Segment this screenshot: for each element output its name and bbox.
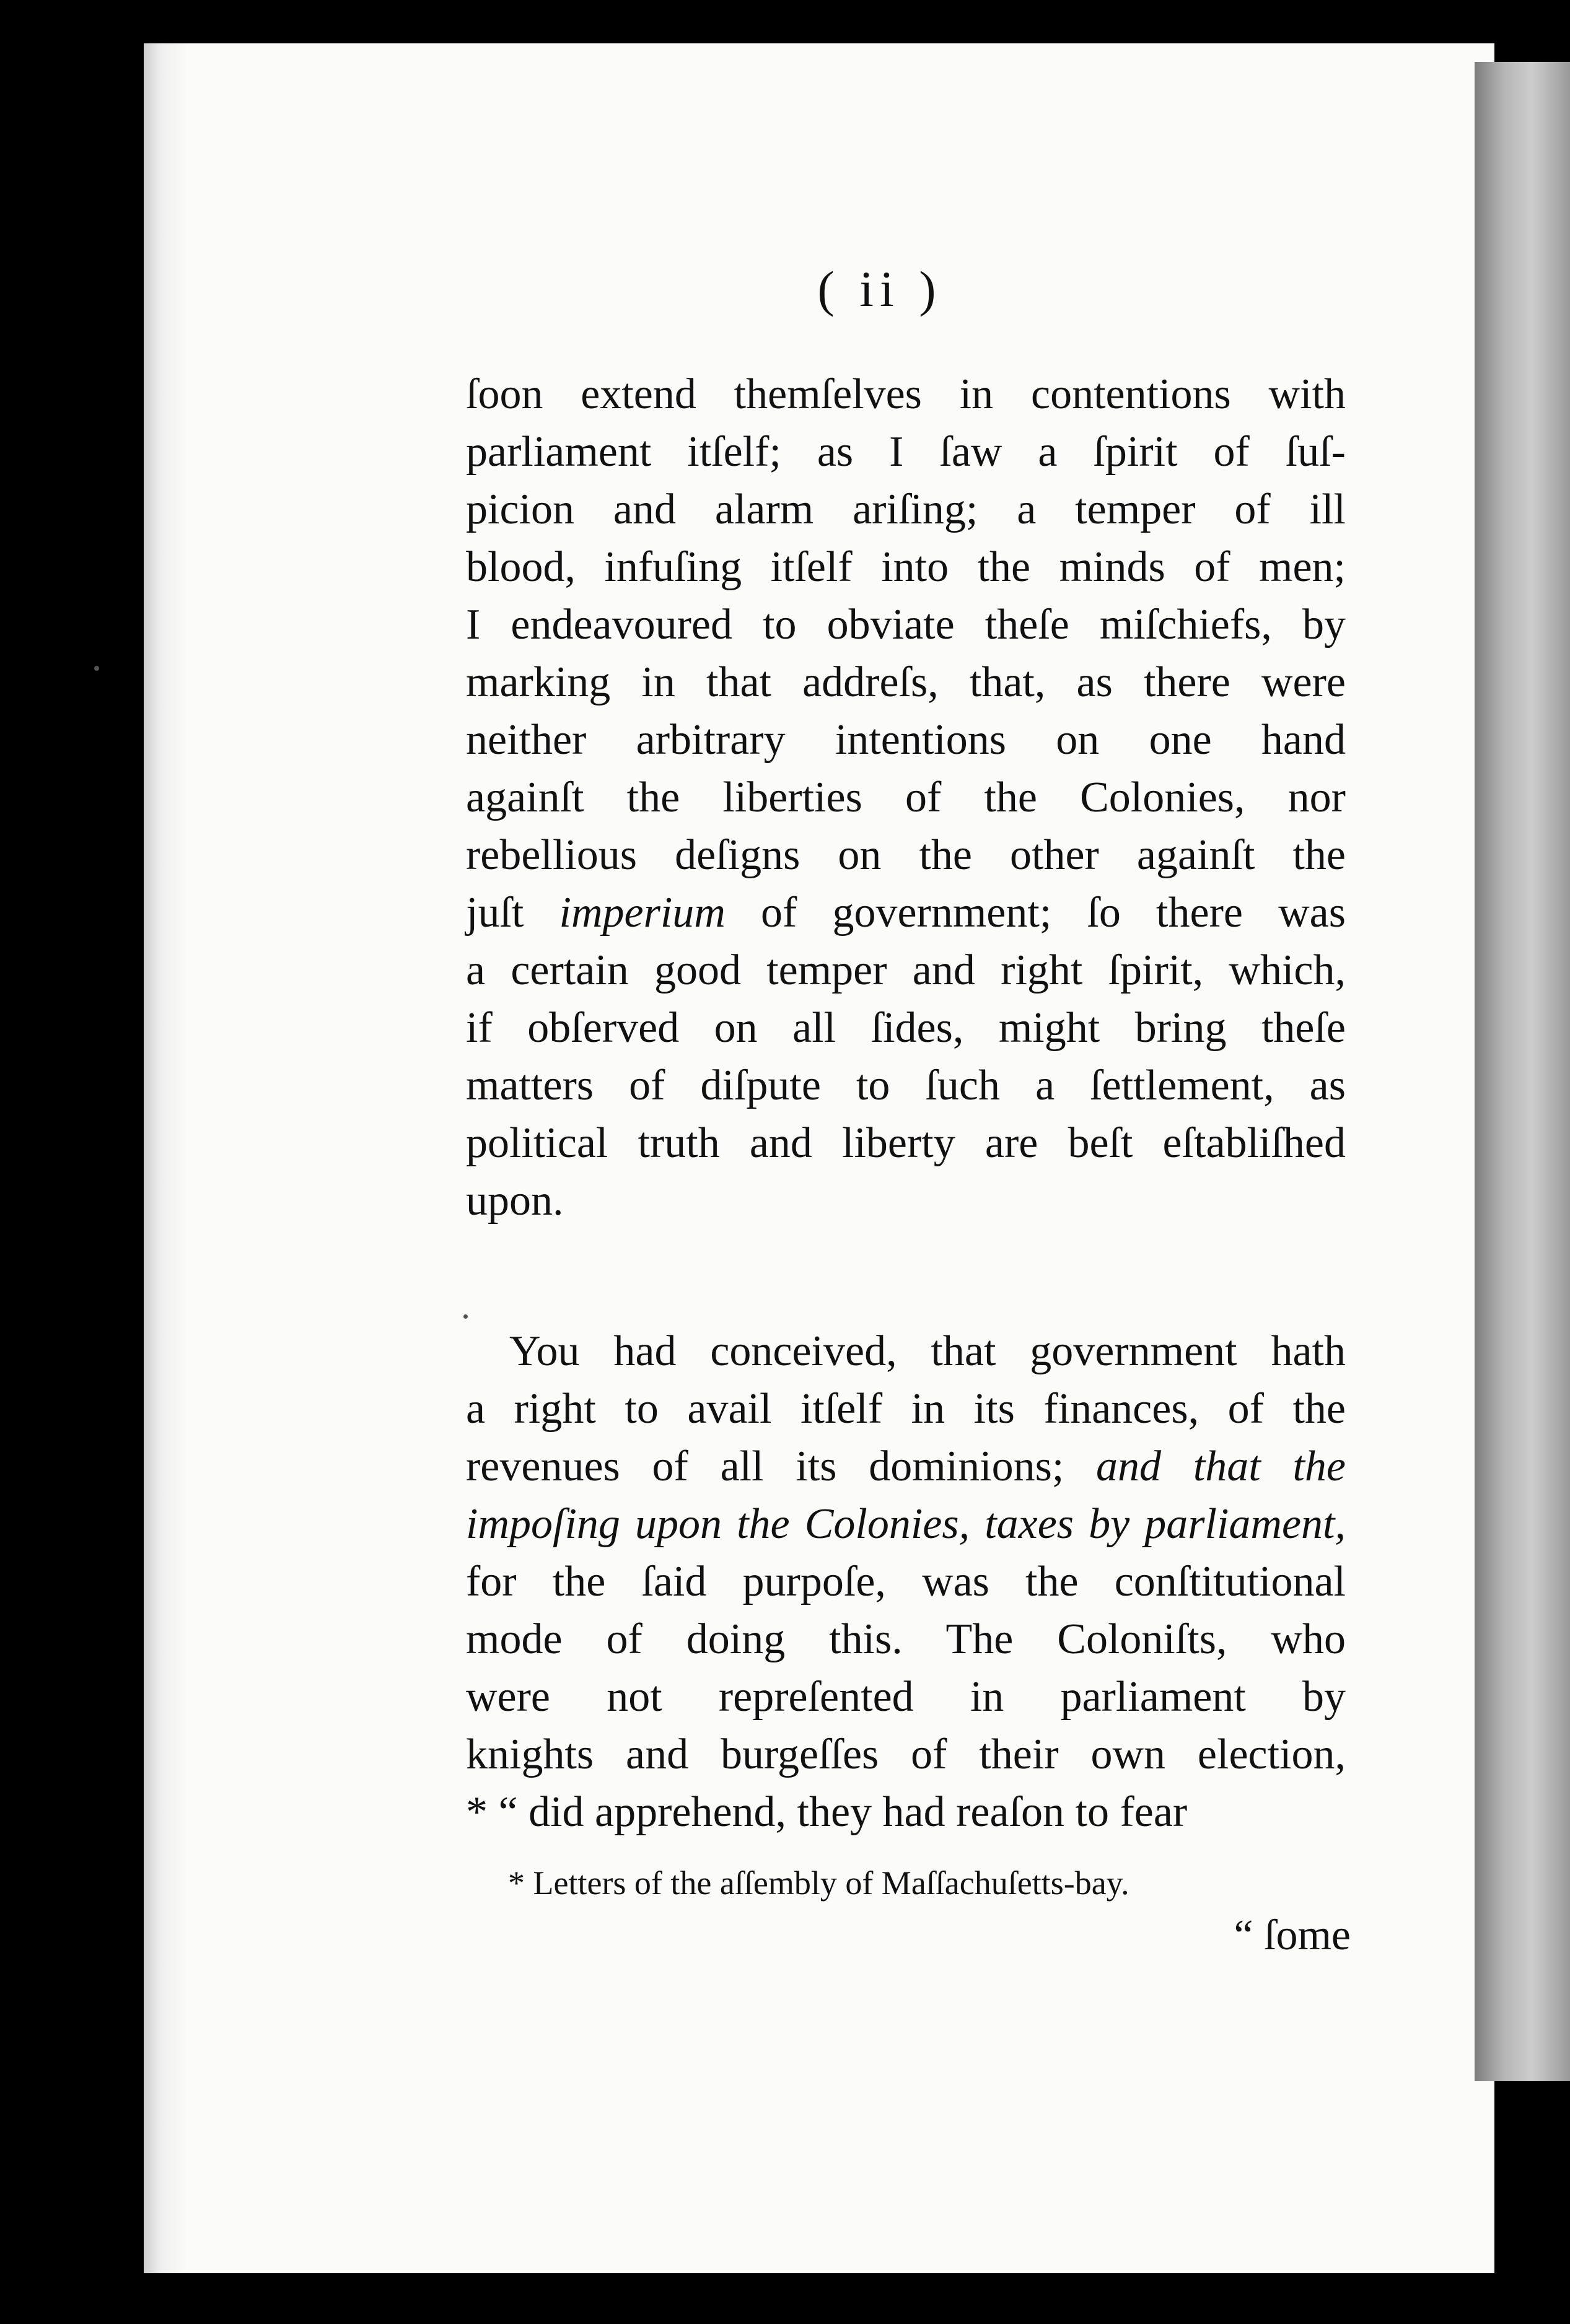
page-number: ( ii )	[817, 261, 942, 317]
ink-speck	[463, 1314, 468, 1319]
text-line: You had conceived, that government hath	[509, 1327, 1346, 1375]
text-line: neither arbitrary intentions on one hand	[466, 716, 1346, 764]
text-line: a right to avail itſelf in its finances, of the	[466, 1385, 1346, 1433]
text-line: juſt imperium of government; ſo there was	[466, 889, 1346, 937]
italic-text: impoſing upon the Colonies, taxes by parliament,	[466, 1500, 1346, 1548]
text-line: matters of diſpute to ſuch a ſettlement, as	[466, 1062, 1346, 1109]
text-line: upon.	[466, 1177, 564, 1225]
italic-text: imperium	[559, 889, 726, 937]
page-gutter-shadow	[144, 43, 187, 2273]
catchword: “ ſome	[1234, 1911, 1351, 1959]
text-line: revenues of all its dominions; and that the	[466, 1443, 1346, 1490]
text-line: * “ did apprehend, they had reaſon to fear	[466, 1788, 1188, 1836]
paragraph-2	[466, 1322, 1346, 1841]
text-line: were not repreſented in parliament by	[466, 1673, 1346, 1721]
ink-speck	[94, 666, 99, 671]
text-line: a certain good temper and right ſpirit, which,	[466, 946, 1346, 994]
text-line: knights and burgeſſes of their own election,	[466, 1731, 1346, 1778]
text-line: ſoon extend themſelves in contentions with	[466, 370, 1346, 418]
text-line: marking in that addreſs, that, as there were	[466, 658, 1346, 706]
text-line: againſt the liberties of the Colonies, nor	[466, 774, 1346, 821]
text-line: rebellious deſigns on the other againſt the	[466, 831, 1346, 879]
text-line: mode of doing this. The Coloniſts, who	[466, 1615, 1346, 1663]
text-line	[466, 1495, 1346, 1553]
footnote: * Letters of the aſſembly of Maſſachuſetts-bay.	[508, 1864, 1129, 1902]
text-line: parliament itſelf; as I ſaw a ſpirit of ſuſ-	[466, 428, 1346, 476]
next-page-edge	[1475, 62, 1570, 2081]
text-line: for the ſaid purpoſe, was the conſtitutional	[466, 1558, 1346, 1605]
text-line: if obſerved on all ſides, might bring theſe	[466, 1004, 1346, 1052]
text-line: I endeavoured to obviate theſe miſchiefs, by	[466, 601, 1346, 649]
paragraph-1	[466, 365, 1346, 1230]
text-line: political truth and liberty are beſt eſtabliſhed	[466, 1119, 1346, 1167]
text-line: blood, infuſing itſelf into the minds of men;	[466, 543, 1346, 591]
text-line: picion and alarm ariſing; a temper of ill	[466, 486, 1346, 533]
italic-text: and that the	[1096, 1443, 1346, 1490]
